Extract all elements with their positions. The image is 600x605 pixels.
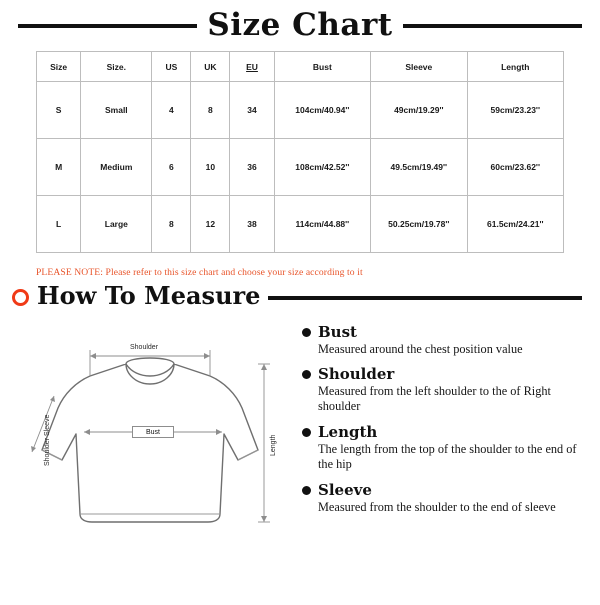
cell-sleeve: 49cm/19.29'' xyxy=(371,82,467,139)
definition-length-desc: The length from the top of the shoulder to the end of the hip xyxy=(318,441,577,472)
page-title-row xyxy=(0,0,600,45)
cell-size: M xyxy=(37,139,81,196)
cell-us: 8 xyxy=(152,196,191,253)
cell-length: 60cm/23.62'' xyxy=(467,139,563,196)
header-us: US xyxy=(152,52,191,82)
definitions-list xyxy=(302,318,586,548)
definition-length xyxy=(302,424,586,473)
cell-bust: 114cm/44.88'' xyxy=(274,196,370,253)
header-uk: UK xyxy=(191,52,230,82)
definition-shoulder xyxy=(302,366,586,415)
cell-size: L xyxy=(37,196,81,253)
cell-us: 4 xyxy=(152,82,191,139)
diagram-label-shoulder: Shoulder xyxy=(130,344,159,351)
cell-eu: 34 xyxy=(230,82,274,139)
title-rule-right xyxy=(403,24,582,28)
header-size: Size xyxy=(37,52,81,82)
bullet-dot-icon xyxy=(302,328,311,337)
bullet-dot-icon xyxy=(302,486,311,495)
ring-bullet-icon xyxy=(12,289,29,306)
please-note-text: PLEASE NOTE: Please refer to this size chart and choose your size according to it xyxy=(36,267,363,278)
definition-bust xyxy=(302,324,586,357)
measure-section xyxy=(0,308,600,548)
definition-length-term: Length xyxy=(318,423,378,442)
cell-size2: Small xyxy=(81,82,152,139)
how-to-measure-row xyxy=(0,278,600,308)
cell-bust: 108cm/42.52'' xyxy=(274,139,370,196)
cell-length: 59cm/23.23'' xyxy=(467,82,563,139)
definition-shoulder-desc: Measured from the left shoulder to the of Right shoulder xyxy=(318,383,551,414)
definition-sleeve-desc: Measured from the shoulder to the end of sleeve xyxy=(318,499,556,514)
garment-diagram xyxy=(14,318,296,548)
cell-size: S xyxy=(37,82,81,139)
header-length: Length xyxy=(467,52,563,82)
header-sleeve: Sleeve xyxy=(371,52,467,82)
diagram-label-sleeve: Shoulder Sleeve xyxy=(44,414,51,466)
definition-sleeve-term: Sleeve xyxy=(318,481,372,500)
cell-sleeve: 49.5cm/19.49'' xyxy=(371,139,467,196)
table-row xyxy=(37,82,564,139)
definition-sleeve-head xyxy=(302,482,586,499)
cell-us: 6 xyxy=(152,139,191,196)
cell-eu: 36 xyxy=(230,139,274,196)
table-row xyxy=(37,196,564,253)
definition-shoulder-term: Shoulder xyxy=(318,365,395,384)
definition-sleeve xyxy=(302,482,586,515)
cell-size2: Large xyxy=(81,196,152,253)
how-to-measure-rule xyxy=(268,296,582,300)
definition-bust-head xyxy=(302,324,586,341)
bullet-dot-icon xyxy=(302,428,311,437)
table-row xyxy=(37,139,564,196)
cell-uk: 12 xyxy=(191,196,230,253)
header-eu: EU xyxy=(230,52,274,82)
header-size2: Size. xyxy=(81,52,152,82)
cell-length: 61.5cm/24.21'' xyxy=(467,196,563,253)
definition-bust-desc: Measured around the chest position value xyxy=(318,341,523,356)
definition-length-head xyxy=(302,424,586,441)
diagram-label-length: Length xyxy=(270,434,277,456)
cell-uk: 8 xyxy=(191,82,230,139)
size-table-wrap xyxy=(0,45,600,253)
cell-eu: 38 xyxy=(230,196,274,253)
page-title: Size Chart xyxy=(207,7,393,43)
size-chart-table xyxy=(36,51,564,253)
diagram-label-bust: Bust xyxy=(132,426,174,438)
how-to-measure-title: How To Measure xyxy=(37,281,261,310)
definition-bust-term: Bust xyxy=(318,323,357,341)
cell-bust: 104cm/40.94'' xyxy=(274,82,370,139)
title-rule-left xyxy=(18,24,197,28)
header-bust: Bust xyxy=(274,52,370,82)
cell-sleeve: 50.25cm/19.78'' xyxy=(371,196,467,253)
bullet-dot-icon xyxy=(302,370,311,379)
cell-uk: 10 xyxy=(191,139,230,196)
definition-shoulder-head xyxy=(302,366,586,383)
cell-size2: Medium xyxy=(81,139,152,196)
table-header-row xyxy=(37,52,564,82)
